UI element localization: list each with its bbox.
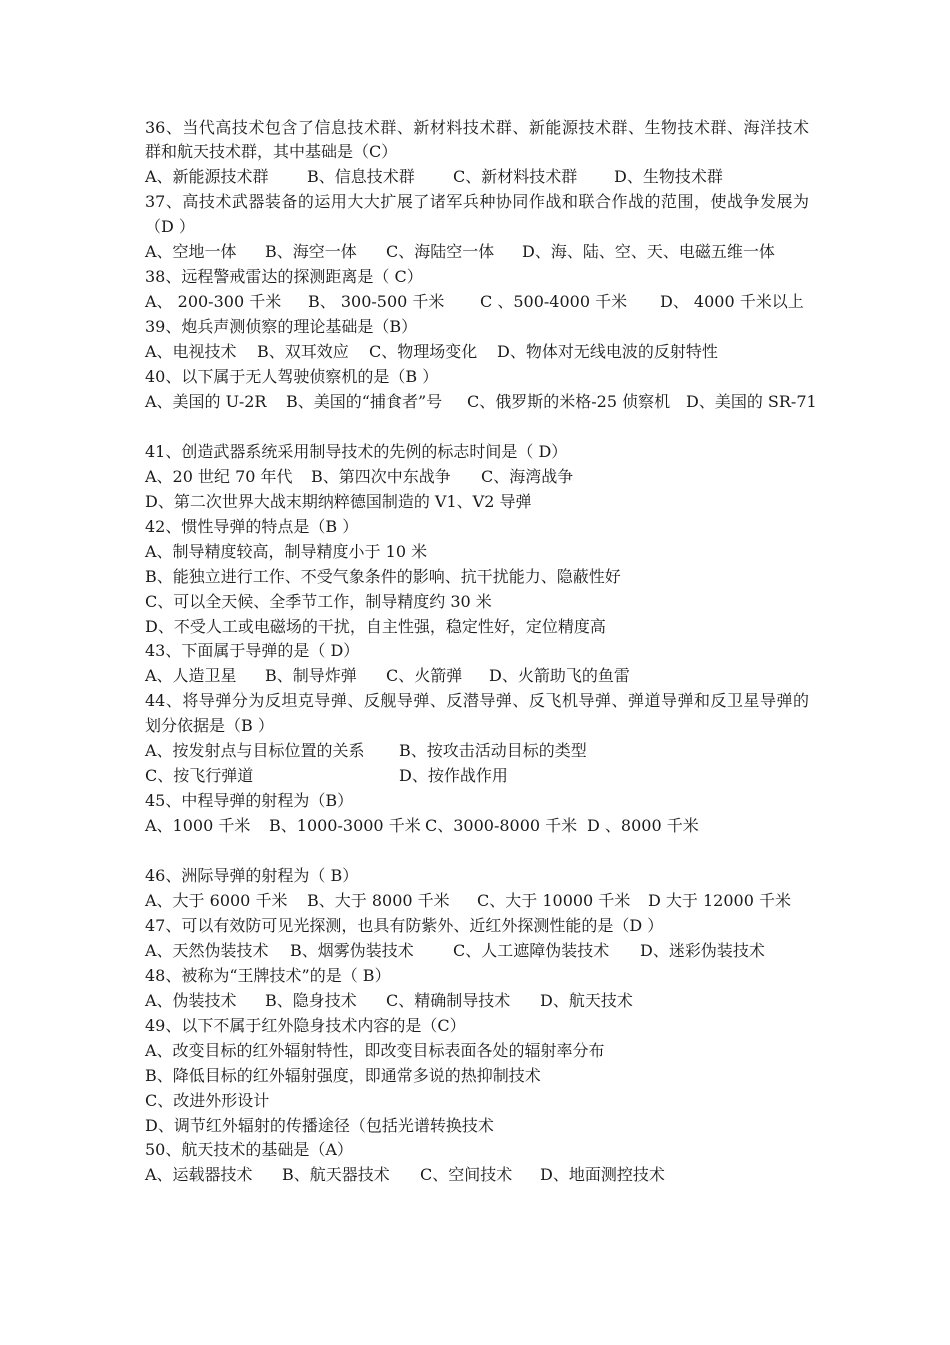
answer-option: D、迷彩伪装技术 bbox=[640, 940, 765, 960]
answer-option: B、海空一体 bbox=[265, 242, 357, 262]
answer-option: D、地面测控技术 bbox=[540, 1165, 665, 1185]
answer-option: A、1000 千米 bbox=[145, 816, 251, 836]
text-line bbox=[145, 189, 809, 214]
question-stem: 37、高技术武器装备的运用大大扩展了诸军兵种协同作战和联合作战的范围，使战争发展为 bbox=[145, 192, 809, 212]
answer-option: A、 200-300 千米 bbox=[145, 292, 282, 312]
question-stem: 39、炮兵声测侦察的理论基础是（B） bbox=[145, 317, 418, 337]
text-line bbox=[145, 464, 809, 489]
answer-option: D、第二次世界大战末期纳粹德国制造的 V1、V2 导弹 bbox=[145, 491, 532, 511]
answer-option: A、大于 6000 千米 bbox=[145, 890, 288, 910]
question-stem: 48、被称为“王牌技术”的是（ B） bbox=[145, 965, 391, 985]
answer-option: A、运载器技术 bbox=[145, 1165, 253, 1185]
answer-option: B、1000-3000 千米 bbox=[269, 816, 421, 836]
answer-option: B、信息技术群 bbox=[307, 167, 415, 187]
question-stem: 50、航天技术的基础是（A） bbox=[145, 1140, 353, 1160]
text-line bbox=[145, 1063, 809, 1088]
answer-option: D、美国的 SR-71 bbox=[686, 391, 817, 411]
answer-option: C、改进外形设计 bbox=[145, 1090, 270, 1110]
answer-option: B、按攻击活动目标的类型 bbox=[399, 741, 587, 761]
text-line bbox=[145, 489, 809, 514]
answer-option: A、按发射点与目标位置的关系 bbox=[145, 741, 365, 761]
question-stem: 46、洲际导弹的射程为（ B） bbox=[145, 866, 359, 885]
text-line bbox=[145, 763, 809, 788]
question-stem: 43、下面属于导弹的是（ D） bbox=[145, 641, 360, 661]
question-stem: 36、当代高技术包含了信息技术群、新材料技术群、新能源技术群、生物技术群、海洋技术 bbox=[145, 117, 809, 137]
answer-option: C、可以全天候、全季节工作，制导精度约 30 米 bbox=[145, 591, 492, 611]
answer-option: C、俄罗斯的米格-25 侦察机 bbox=[467, 391, 671, 411]
text-line bbox=[145, 738, 809, 763]
answer-option: C、物理场变化 bbox=[369, 342, 478, 362]
text-line bbox=[145, 1013, 809, 1038]
question-stem: 40、以下属于无人驾驶侦察机的是（B ） bbox=[145, 367, 439, 386]
answer-option: A、电视技术 bbox=[145, 342, 237, 362]
text-line bbox=[145, 115, 809, 140]
text-line bbox=[145, 339, 809, 364]
text-line bbox=[145, 1137, 809, 1162]
text-line bbox=[145, 514, 809, 539]
text-line bbox=[145, 888, 809, 913]
text-line bbox=[145, 938, 809, 963]
question-stem: 42、惯性导弹的特点是（B ） bbox=[145, 516, 359, 536]
text-line bbox=[145, 364, 809, 389]
text-line bbox=[145, 913, 809, 938]
question-stem: 44、将导弹分为反坦克导弹、反舰导弹、反潜导弹、反飞机导弹、弹道导弹和反卫星导弹的 bbox=[145, 691, 809, 711]
text-line bbox=[145, 638, 809, 663]
answer-option: D、火箭助飞的鱼雷 bbox=[489, 666, 630, 686]
text-line bbox=[145, 289, 809, 314]
text-line bbox=[145, 813, 809, 838]
question-stem: 45、中程导弹的射程为（B） bbox=[145, 791, 354, 811]
text-line bbox=[145, 963, 809, 988]
answer-option: B、双耳效应 bbox=[257, 342, 349, 362]
answer-option: C、精确制导技术 bbox=[386, 990, 511, 1010]
answer-option: C 、500-4000 千米 bbox=[480, 292, 628, 312]
answer-option: A、人造卫星 bbox=[145, 666, 237, 686]
text-line bbox=[145, 139, 809, 164]
question-stem: 47、可以有效防可见光探测，也具有防紫外、近红外探测性能的是（D ） bbox=[145, 915, 664, 935]
answer-option: D、生物技术群 bbox=[614, 167, 723, 187]
answer-option: B、美国的“捕食者”号 bbox=[286, 391, 443, 411]
text-line bbox=[145, 214, 809, 239]
answer-option: D、航天技术 bbox=[540, 990, 633, 1010]
answer-option: B、制导炸弹 bbox=[265, 666, 357, 686]
question-stem: 群和航天技术群，其中基础是（C） bbox=[145, 142, 398, 162]
answer-option: C、按飞行弹道 bbox=[145, 766, 254, 786]
text-line bbox=[145, 164, 809, 189]
answer-option: C、新材料技术群 bbox=[453, 167, 578, 187]
answer-option: B、大于 8000 千米 bbox=[307, 890, 450, 910]
answer-option: A、美国的 U-2R bbox=[145, 391, 267, 411]
answer-option: A、制导精度较高，制导精度小于 10 米 bbox=[145, 541, 428, 561]
text-line bbox=[145, 239, 809, 264]
question-stem: 38、远程警戒雷达的探测距离是（ C） bbox=[145, 267, 423, 287]
answer-option: C、人工遮障伪装技术 bbox=[453, 940, 610, 960]
answer-option: D、不受人工或电磁场的干扰，自主性强，稳定性好，定位精度高 bbox=[145, 616, 606, 636]
answer-option: A、改变目标的红外辐射特性，即改变目标表面各处的辐射率分布 bbox=[145, 1040, 605, 1060]
answer-option: D、物体对无线电波的反射特性 bbox=[497, 342, 718, 362]
answer-option: D、海、陆、空、天、电磁五维一体 bbox=[522, 242, 775, 262]
question-stem: （D ） bbox=[145, 217, 195, 237]
text-line bbox=[145, 1162, 809, 1187]
answer-option: B、烟雾伪装技术 bbox=[290, 940, 414, 960]
answer-option: A、20 世纪 70 年代 bbox=[145, 466, 293, 486]
answer-option: C、大于 10000 千米 bbox=[477, 890, 631, 910]
answer-option: B、降低目标的红外辐射强度，即通常多说的热抑制技术 bbox=[145, 1065, 541, 1085]
text-line bbox=[145, 314, 809, 339]
text-line bbox=[145, 614, 809, 639]
text-line bbox=[145, 713, 809, 738]
text-line bbox=[145, 863, 809, 888]
answer-option: B、 300-500 千米 bbox=[308, 292, 445, 312]
text-line bbox=[145, 264, 809, 289]
text-line bbox=[145, 688, 809, 713]
answer-option: B、隐身技术 bbox=[265, 990, 357, 1010]
answer-option: C、火箭弹 bbox=[386, 666, 463, 686]
text-line bbox=[145, 439, 809, 464]
text-line bbox=[145, 1088, 809, 1113]
answer-option: C、3000-8000 千米 bbox=[425, 816, 578, 836]
answer-option: D 、8000 千米 bbox=[587, 816, 699, 836]
question-stem: 划分依据是（B ） bbox=[145, 716, 274, 736]
answer-option: A、伪装技术 bbox=[145, 990, 237, 1010]
answer-option: A、新能源技术群 bbox=[145, 167, 269, 187]
answer-option: C、海陆空一体 bbox=[386, 242, 495, 262]
text-line bbox=[145, 1038, 809, 1063]
answer-option: C、海湾战争 bbox=[481, 466, 574, 486]
text-line bbox=[145, 389, 817, 414]
text-line bbox=[145, 589, 809, 614]
answer-option: D、按作战作用 bbox=[399, 766, 508, 786]
text-line bbox=[145, 539, 809, 564]
text-line bbox=[145, 564, 809, 589]
answer-option: A、天然伪装技术 bbox=[145, 940, 269, 960]
answer-option: D 大于 12000 千米 bbox=[648, 890, 791, 910]
question-stem: 49、以下不属于红外隐身技术内容的是（C） bbox=[145, 1015, 466, 1035]
answer-option: B、航天器技术 bbox=[282, 1165, 390, 1185]
text-line bbox=[145, 1113, 809, 1138]
answer-option: D、 4000 千米以上 bbox=[660, 292, 804, 312]
text-line bbox=[145, 788, 809, 813]
answer-option: C、空间技术 bbox=[420, 1165, 513, 1185]
answer-option: B、第四次中东战争 bbox=[311, 466, 451, 486]
answer-option: A、空地一体 bbox=[145, 242, 237, 262]
text-line bbox=[145, 988, 809, 1013]
question-stem: 41、创造武器系统采用制导技术的先例的标志时间是（ D） bbox=[145, 441, 568, 461]
answer-option: D、调节红外辐射的传播途径（包括光谱转换技术 bbox=[145, 1115, 494, 1135]
answer-option: B、能独立进行工作、不受气象条件的影响、抗干扰能力、隐蔽性好 bbox=[145, 566, 621, 586]
text-line bbox=[145, 663, 809, 688]
